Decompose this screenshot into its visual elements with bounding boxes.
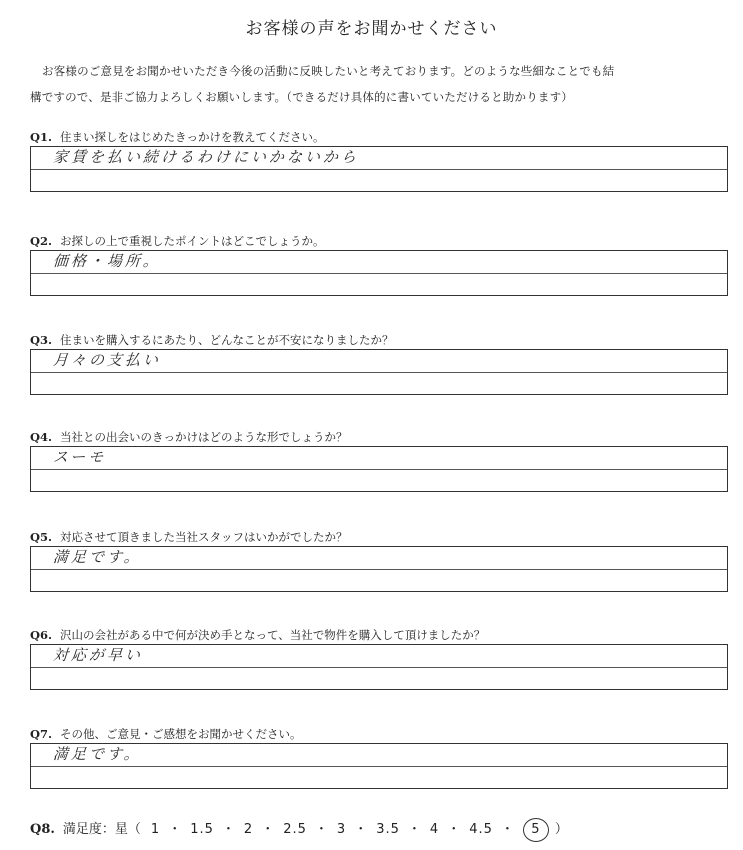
rating-separator: ・ [354,822,369,837]
answer-rule [31,372,727,373]
question-6-text: 沢山の会社がある中で何が決め手となって、当社で物件を購入して頂けましたか？ [60,628,486,642]
answer-box-7[interactable] [30,743,728,789]
rating-option[interactable]: 3.5 [376,822,400,837]
rating-option[interactable]: 3 [336,822,347,837]
form-title: お客様の声をお聞かせください [245,19,498,39]
satisfaction-label: 満足度：星（ [62,822,141,837]
rating-separator: ・ [261,822,276,837]
question-1-text: 住まい探しをはじめたきっかけを教えてください。 [60,130,325,144]
answer-6-text: 対応が早い [52,646,144,664]
answer-box-3[interactable] [30,349,728,395]
rating-separator: ・ [407,822,422,837]
question-2-number: Q2. [30,234,53,248]
answer-1-text: 家賃を払い続けるわけにいかないから [52,148,360,166]
answer-rule [31,667,727,668]
answer-5-text: 満足です。 [52,548,143,566]
intro-line-1: お客様のご意見をお聞かせいただき今後の活動に反映したいと考えております。どのような些細なことでも結 [42,64,615,78]
rating-option[interactable]: 4 [429,822,440,837]
rating-option-selected[interactable]: 5 [523,818,549,842]
question-3-text: 住まいを購入するにあたり、どんなことが不安になりましたか？ [60,333,394,347]
question-4-label [30,428,730,446]
question-5 [30,528,730,592]
satisfaction-scale [145,818,555,842]
answer-box-6[interactable] [30,644,728,690]
rating-option[interactable]: 1 [150,822,161,837]
answer-rule [31,569,727,570]
question-6 [30,626,730,690]
question-2-text: お探しの上で重視したポイントはどこでしょうか。 [60,234,325,248]
question-5-number: Q5. [30,530,53,544]
question-8 [30,818,730,842]
question-7 [30,725,730,789]
question-1 [30,128,730,192]
satisfaction-close: ） [554,822,568,837]
rating-separator: ・ [447,822,462,837]
answer-box-5[interactable] [30,546,728,592]
rating-separator: ・ [168,822,183,837]
rating-option[interactable]: 4.5 [469,822,493,837]
rating-option[interactable]: 1.5 [190,822,214,837]
answer-4-text: スーモ [52,448,107,466]
answer-2-text: 価格・場所。 [52,252,162,270]
question-8-number: Q8. [30,822,55,837]
question-7-text: その他、ご意見・ご感想をお聞かせください。 [60,727,302,741]
question-4-number: Q4. [30,430,53,444]
answer-box-4[interactable] [30,446,728,492]
question-7-number: Q7. [30,727,53,741]
question-4-text: 当社との出会いのきっかけはどのような形でしょうか？ [60,430,348,444]
question-4 [30,428,730,492]
rating-separator: ・ [221,822,236,837]
intro-line-2: 構ですので、是非ご協力よろしくお願いします。（できるだけ具体的に書いていただけると助かります） [30,90,573,104]
question-3-label [30,331,730,349]
question-1-label [30,128,730,146]
answer-3-text: 月々の支払い [52,351,162,369]
answer-rule [31,273,727,274]
question-1-number: Q1. [30,130,53,144]
question-6-number: Q6. [30,628,53,642]
rating-option[interactable]: 2.5 [283,822,307,837]
answer-rule [31,766,727,767]
question-5-text: 対応させて頂きました当社スタッフはいかがでしたか？ [60,530,348,544]
answer-box-2[interactable] [30,250,728,296]
intro-text [30,58,730,110]
question-7-label [30,725,730,743]
rating-separator: ・ [314,822,329,837]
answer-rule [31,469,727,470]
question-5-label [30,528,730,546]
rating-separator: ・ [500,822,515,837]
question-2 [30,232,730,296]
question-6-label [30,626,730,644]
rating-option[interactable]: 2 [243,822,254,837]
answer-box-1[interactable] [30,146,728,192]
answer-rule [31,169,727,170]
question-3 [30,331,730,395]
answer-7-text: 満足です。 [52,745,143,763]
question-2-label [30,232,730,250]
question-3-number: Q3. [30,333,53,347]
